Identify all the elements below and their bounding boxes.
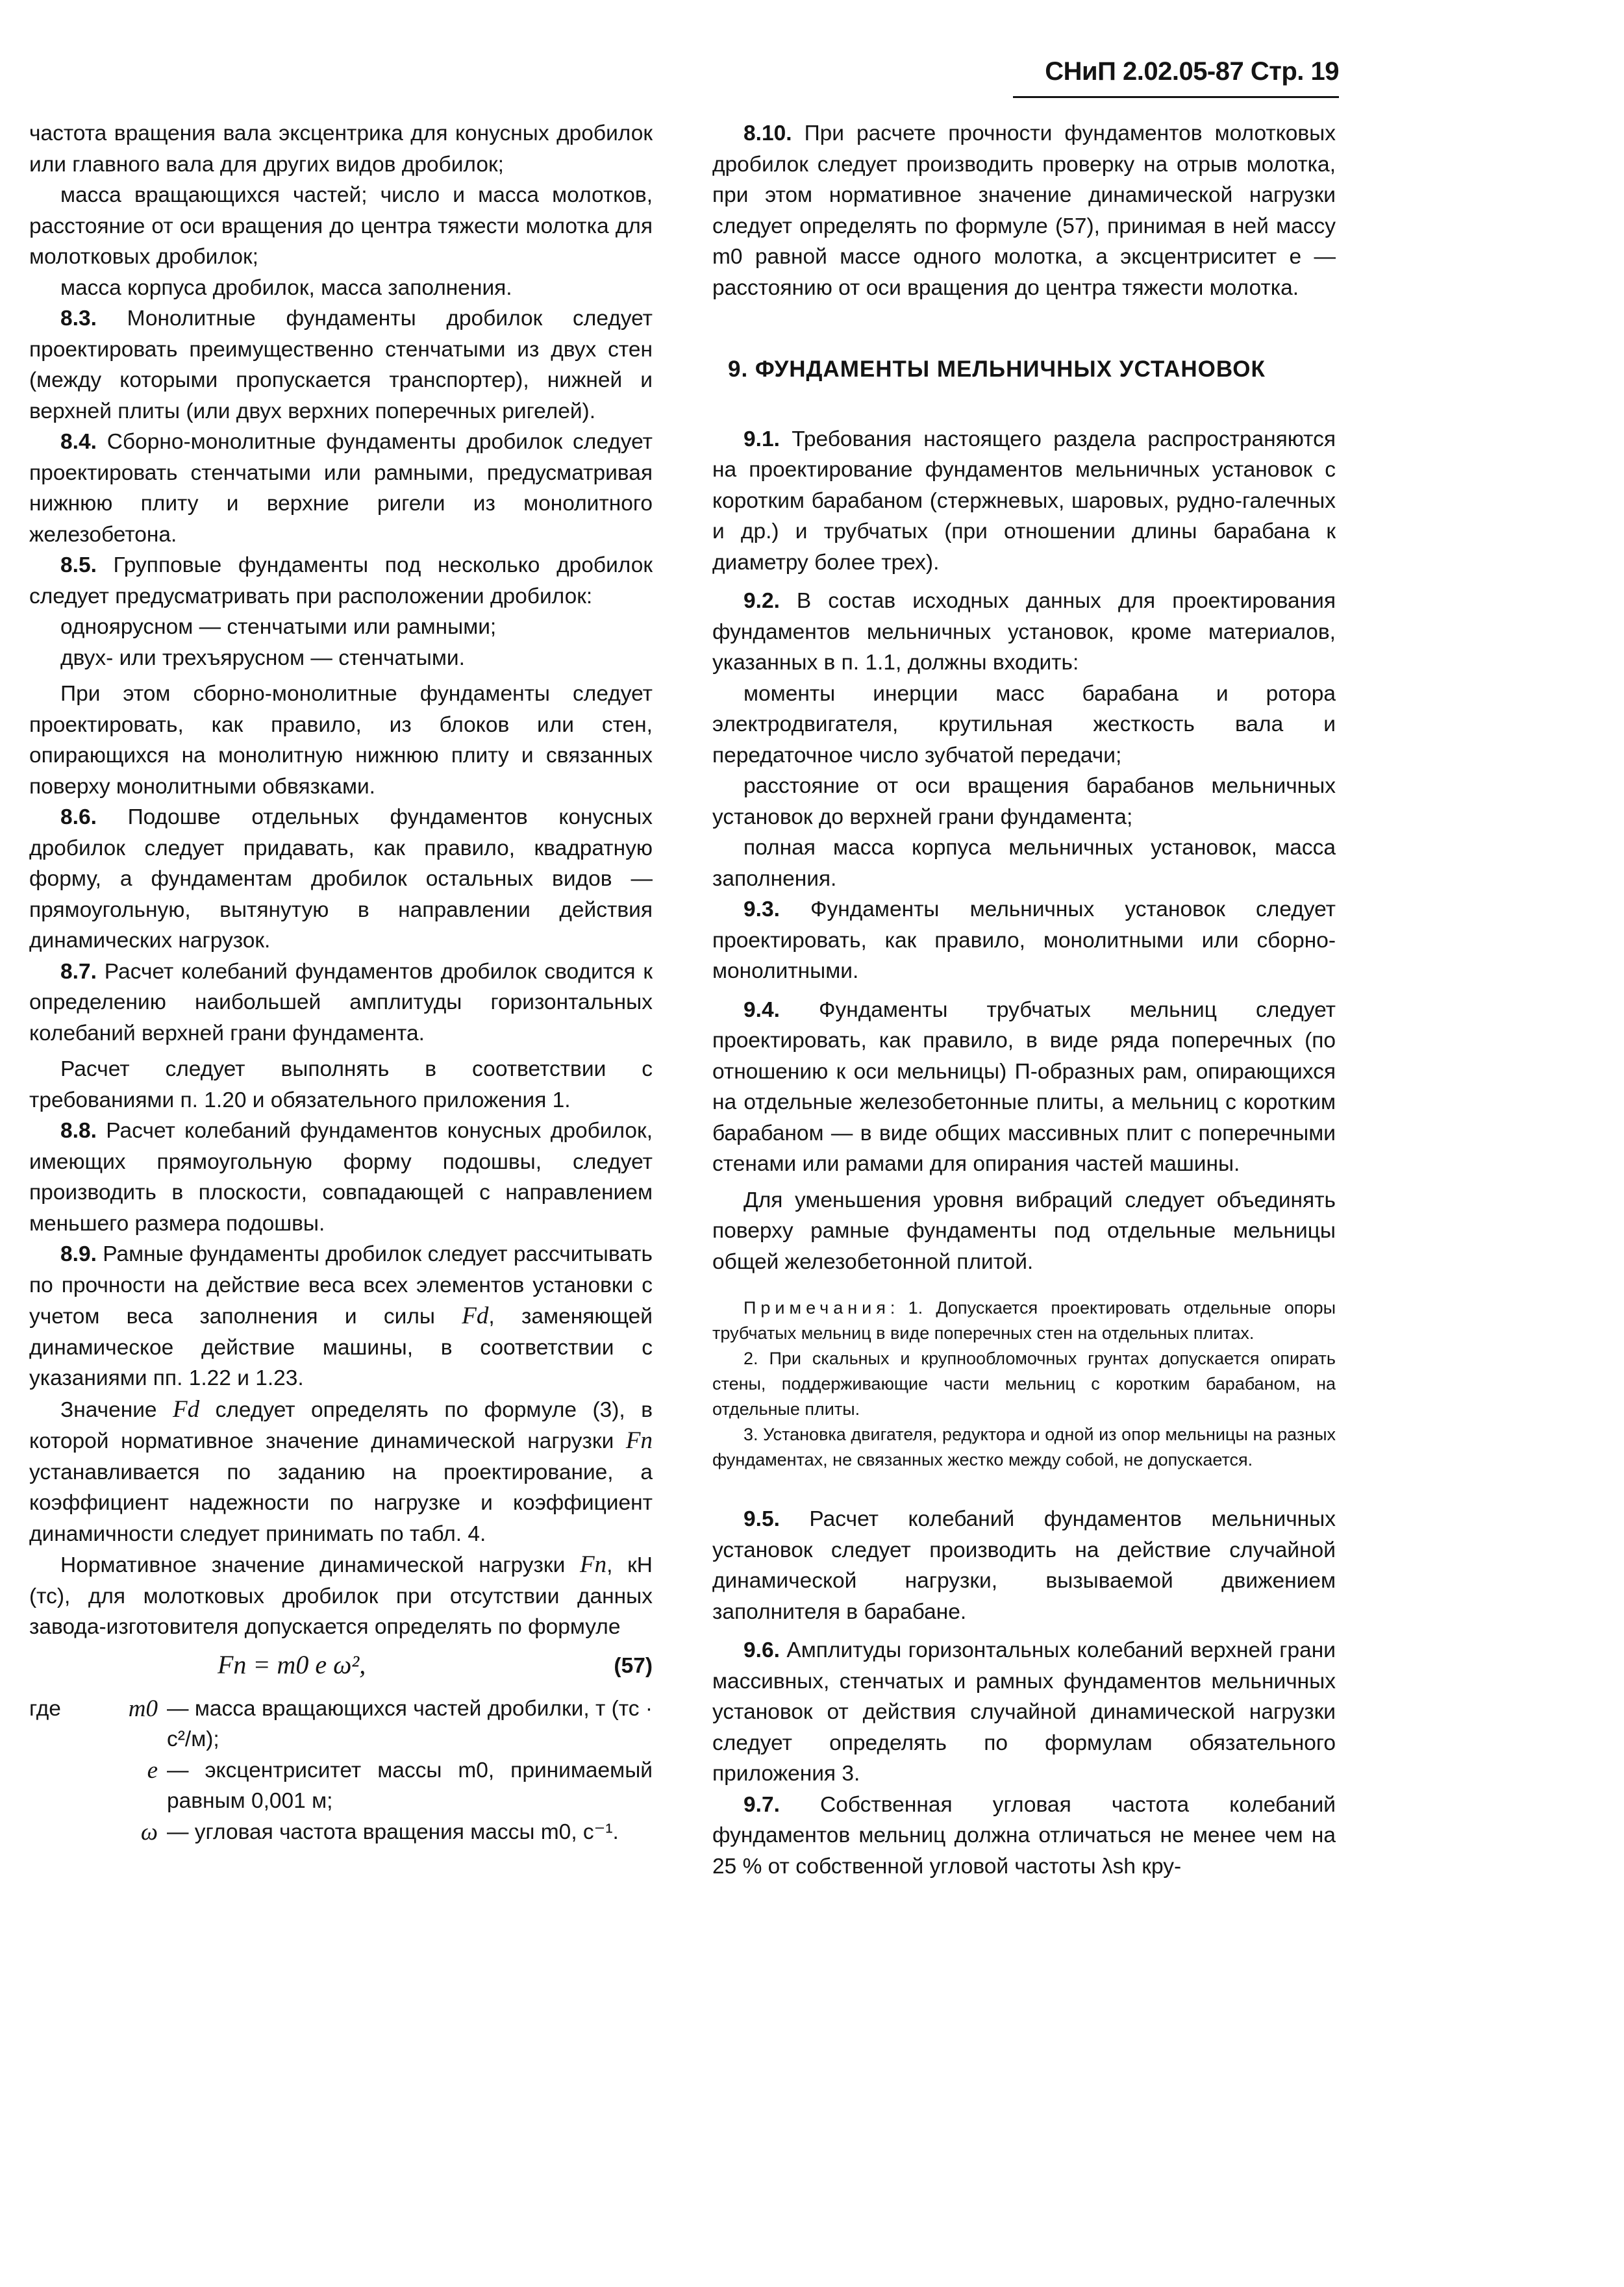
clause-number: 9.4.: [743, 997, 780, 1022]
clause-number: 8.3.: [60, 306, 97, 331]
definition-text: — эксцентриситет массы m0, принимаемый равным 0,001 м;: [167, 1758, 653, 1813]
list-item: моменты инерции масс барабана и ротора электродвигателя, крутильная жесткость вала и передаточное число зубчатой передачи;: [712, 681, 1336, 768]
clause-text: При расчете прочности фундаментов молотковых дробилок следует производить проверку на отрыв молотка, при этом нормативное значение динамической нагрузки следует определять по формуле (57), принимая в ней массу m0 равной массе одного молотка, а эксцентриситет e — расстоянию от оси вращения до центра тяжести молотка.: [712, 121, 1336, 300]
definition-lead: где: [29, 1696, 61, 1721]
page-header: СНиП 2.02.05-87 Стр. 19: [1045, 57, 1339, 86]
clause-9-7: [712, 1790, 1336, 1882]
text: устанавливается по заданию на проектирование, а коэффициент надежности по нагрузке и коэффициент динамичности следует принимать по табл. 4.: [29, 1460, 653, 1546]
clause-9-2: [712, 586, 1336, 679]
clause-text: В состав исходных данных для проектирования фундаментов мельничных установок, кроме материалов, указанных в п. 1.1, должны входить:: [712, 589, 1336, 675]
formula-number: (57): [614, 1653, 653, 1678]
clause-text: Собственная угловая частота колебаний фундаментов мельниц должна отличаться не менее чем на 25 % от собственной угловой частоты λsh кру-: [712, 1792, 1336, 1879]
definition-row: [29, 1817, 653, 1848]
clause-number: 8.7.: [60, 959, 97, 984]
note-2: 2. При скальных и крупнообломочных грунтах допускается опирать стены, поддерживающие части мельниц с коротким барабаном, на отдельные плиты.: [712, 1349, 1336, 1419]
clause-number: 9.5.: [743, 1507, 780, 1531]
clause-9-6: [712, 1635, 1336, 1790]
spacer: [712, 1627, 1336, 1635]
math-symbol: Fn: [580, 1551, 607, 1578]
clause-9-3: [712, 894, 1336, 987]
list-item: полная масса корпуса мельничных установок, масса заполнения.: [712, 836, 1336, 891]
clause-8-6: [29, 802, 653, 956]
spacer: [712, 578, 1336, 586]
clause-text: Расчет колебаний фундаментов конусных дробилок, имеющих прямоугольную форму подошвы, следует производить в плоскости, совпадающей с направлением меньшего размера подошвы.: [29, 1119, 653, 1236]
clause-text: Рамные фундаменты дробилок следует рассчитывать по прочности на действие веса всех элементов установки с учетом веса заполнения и силы: [29, 1242, 653, 1329]
clause-text: Подошве отдельных фундаментов конусных дробилок следует придавать, как правило, квадратную форму, а фундаментам дробилок остальных видов — прямоугольную, вытянутую в направлении действия динамических нагрузок.: [29, 805, 653, 953]
text: Значение: [60, 1397, 173, 1422]
clause-8-7: [29, 956, 653, 1049]
section-heading: 9. ФУНДАМЕНТЫ МЕЛЬНИЧНЫХ УСТАНОВОК: [728, 356, 1266, 382]
paragraph: Для уменьшения уровня вибраций следует объединять поверху рамные фундаменты под отдельные мельницы общей железобетонной плитой.: [712, 1188, 1336, 1274]
clause-text: Амплитуды горизонтальных колебаний верхней грани массивных, стенчатых и рамных фундаментов мельничных установок от действия случайной динамической нагрузки следует определять по формулам обязательного приложения 3.: [712, 1638, 1336, 1786]
clause-number: 8.5.: [60, 553, 97, 577]
clause-text: Сборно-монолитные фундаменты дробилок следует проектировать стенчатыми или рамными, предусматривая нижнюю плиту и верхние ригели из монолитного железобетона.: [29, 430, 653, 547]
clause-8-8: [29, 1116, 653, 1239]
clause-9-4: [712, 995, 1336, 1180]
clause-8-4: [29, 427, 653, 550]
definition-symbol: m0: [128, 1695, 158, 1722]
clause-number: 8.4.: [60, 430, 97, 454]
clause-text: , заменяющей динамическое действие машины, в соответствии с указаниями пп. 1.22 и 1.23.: [29, 1305, 653, 1390]
clause-number: 8.9.: [60, 1242, 97, 1266]
note-1: [712, 1295, 1336, 1346]
clause-8-5: [29, 550, 653, 612]
note-3: 3. Установка двигателя, редуктора и одной из опор мельницы на разных фундаментах, не связанных жестко между собой, не допускается.: [712, 1425, 1336, 1469]
paragraph: масса корпуса дробилок, масса заполнения.: [60, 275, 512, 300]
definition-text: — масса вращающихся частей дробилки, т (тс · с²/м);: [167, 1696, 653, 1751]
definition-lead: [29, 1817, 76, 1848]
formula-expression: Fn = m0 e ω²,: [218, 1649, 366, 1679]
definition-symbol: ω: [140, 1818, 158, 1845]
text: , кН (тс), для молотковых дробилок при отсутствии данных завода-изготовителя допускается определять по формуле: [29, 1553, 653, 1639]
definition-lead: [29, 1755, 76, 1817]
clause-9-5: [712, 1504, 1336, 1627]
clause-text: Расчет колебаний фундаментов дробилок сводится к определению наибольшей амплитуды горизонтальных колебаний верхней грани фундамента.: [29, 959, 653, 1045]
right-column: [712, 118, 1336, 1882]
definition-symbol: e: [147, 1756, 158, 1784]
clause-number: 9.3.: [743, 897, 780, 921]
notes-label: Примечания: [743, 1298, 890, 1318]
clause-text: Расчет колебаний фундаментов мельничных установок следует производить на действие случайной динамической нагрузки, вызываемой движением заполнителя в барабане.: [712, 1507, 1336, 1624]
math-symbol: Fd: [462, 1303, 489, 1329]
clause-text: Фундаменты трубчатых мельниц следует проектировать, как правило, в виде ряда поперечных (по отношению к оси мельницы) П-образных рам, опирающихся на отдельные железобетонные плиты, а мельниц с коротким барабаном — в виде общих массивных плит с поперечными стенами или рамами для опирания частей машины.: [712, 997, 1336, 1176]
clause-number: 9.1.: [743, 427, 780, 451]
clause-number: 8.6.: [60, 805, 97, 829]
clause-8-3: [29, 303, 653, 427]
paragraph: При этом сборно-монолитные фундаменты следует проектировать, как правило, из блоков или стен, опирающихся на монолитную нижнюю плиту и связанных поверху монолитными обвязками.: [29, 682, 653, 799]
note-text: : 1. Допускается проектировать отдельные опоры трубчатых мельниц в виде поперечных стен на отдельных плитах.: [712, 1298, 1336, 1343]
paragraph: [29, 1394, 653, 1550]
clause-number: 9.6.: [743, 1638, 780, 1662]
clause-text: Групповые фундаменты под несколько дробилок следует предусматривать при расположении дробилок:: [29, 553, 653, 608]
paragraph: [29, 1549, 653, 1643]
spacer: [712, 1473, 1336, 1504]
clause-9-1: [712, 424, 1336, 579]
clause-8-9: [29, 1239, 653, 1394]
clause-text: Монолитные фундаменты дробилок следует проектировать преимущественно стенчатыми из двух стен (между которыми пропускается транспортер), нижней и верхней плиты (или двух верхних поперечных ригелей).: [29, 306, 653, 423]
paragraph: частота вращения вала эксцентрика для конусных дробилок или главного вала для других видов дробилок;: [29, 121, 653, 177]
spacer: [712, 987, 1336, 995]
list-item: одноярусном — стенчатыми или рамными;: [60, 615, 497, 639]
clause-number: 9.2.: [743, 589, 780, 613]
paragraph: Расчет следует выполнять в соответствии с требованиями п. 1.20 и обязательного приложения 1.: [29, 1057, 653, 1112]
clause-text: Фундаменты мельничных установок следует проектировать, как правило, монолитными или сборно-монолитными.: [712, 897, 1336, 983]
definition-text: — угловая частота вращения массы m0, с⁻¹.: [167, 1819, 619, 1844]
list-item: расстояние от оси вращения барабанов мельничных установок до верхней грани фундамента;: [712, 774, 1336, 829]
left-column: [29, 118, 653, 1847]
definitions: [29, 1693, 653, 1848]
formula-57: [29, 1647, 653, 1690]
definition-row: [29, 1755, 653, 1817]
clause-text: Требования настоящего раздела распространяются на проектирование фундаментов мельничных установок с коротким барабаном (стержневых, шаровых, рудно-галечных и др.) и трубчатых (при отношении длины барабана к диаметру более трех).: [712, 427, 1336, 575]
math-symbol: Fn: [625, 1427, 653, 1454]
paragraph: масса вращающихся частей; число и масса молотков, расстояние от оси вращения до центра тяжести молотка для молотковых дробилок;: [29, 183, 653, 269]
definition-row: [29, 1693, 653, 1755]
text: Нормативное значение динамической нагрузки: [60, 1553, 581, 1577]
text: следует определять по формуле (3), в которой нормативное значение динамической нагрузки: [29, 1397, 653, 1453]
math-symbol: Fd: [173, 1395, 200, 1423]
clause-8-10: [712, 118, 1336, 303]
list-item: двух- или трехъярусном — стенчатыми.: [60, 645, 465, 670]
clause-number: 9.7.: [743, 1792, 780, 1817]
header-rule: [1013, 96, 1339, 98]
notes: [712, 1295, 1336, 1473]
clause-number: 8.10.: [743, 121, 792, 145]
clause-number: 8.8.: [60, 1119, 97, 1143]
